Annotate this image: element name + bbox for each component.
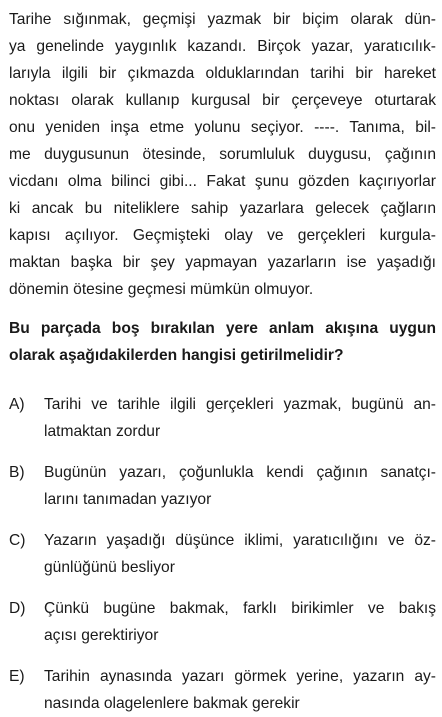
option-line: Bugünün yazarı, çoğunlukla kendi çağının sanatçı- [44, 464, 436, 481]
option-c[interactable] [9, 527, 436, 581]
passage-line: Tarihe sığınmak, geçmişi yazmak bir biçim olarak dün- [9, 11, 436, 28]
answer-options [9, 391, 436, 717]
option-line: nasında olagelenlere bakmak gerekir [44, 695, 300, 712]
option-line: latmaktan zordur [44, 423, 161, 440]
option-line: Tarihin aynasında yazarı görmek yerine, yazarın ay- [44, 668, 436, 685]
passage-line: onu yeniden inşa etme yolunu seçiyor. ----. Tanıma, bil- [9, 119, 436, 136]
option-line: larını tanımadan yazıyor [44, 491, 212, 508]
passage-line: ya genelinde yaygınlık kazandı. Birçok yazar, yaratıcılık- [9, 38, 436, 55]
passage-line: kapısı açılıyor. Geçmişteki olay ve gerçekleri kurgula- [9, 227, 436, 244]
question-stem [9, 315, 436, 369]
passage-line: larıyla ilgili bir çıkmazda olduklarından tarihi bir hareket [9, 65, 436, 82]
option-line: açısı gerektiriyor [44, 627, 159, 644]
option-line: günlüğünü besliyor [44, 559, 175, 576]
passage-line: noktası olarak kullanıp kurgusal bir çerçeveye oturtarak [9, 92, 436, 109]
passage-line: maktan başka bir şey yapmayan yazarların ise yaşadığı [9, 254, 436, 271]
option-letter: E) [9, 668, 25, 685]
question-line: olarak aşağıdakilerden hangisi getirilmelidir? [9, 347, 344, 364]
option-line: Tarihi ve tarihle ilgili gerçekleri yazmak, bugünü an- [44, 396, 436, 413]
passage-line: me duygusunun ötesinde, sorumluluk duygusu, çağının [9, 146, 436, 163]
option-b[interactable] [9, 459, 436, 513]
passage-text [9, 6, 436, 303]
question-line: Bu parçada boş bırakılan yere anlam akışına uygun [9, 320, 436, 337]
passage-line: ki ancak bu niteliklere sahip yazarlara gelecek çağların [9, 200, 436, 217]
option-letter: C) [9, 532, 26, 549]
passage-line: vicdanı olma bilinci gibi... Fakat şunu gözden kaçırıyorlar [9, 173, 436, 190]
option-e[interactable] [9, 663, 436, 717]
option-letter: D) [9, 600, 26, 617]
option-line: Çünkü bugüne bakmak, farklı birikimler ve bakış [44, 600, 436, 617]
option-a[interactable] [9, 391, 436, 445]
option-letter: A) [9, 396, 25, 413]
option-d[interactable] [9, 595, 436, 649]
option-line: Yazarın yaşadığı düşünce iklimi, yaratıcılığını ve öz- [44, 532, 436, 549]
option-letter: B) [9, 464, 25, 481]
passage-line: dönemin ötesine geçmesi mümkün olmuyor. [9, 281, 314, 298]
